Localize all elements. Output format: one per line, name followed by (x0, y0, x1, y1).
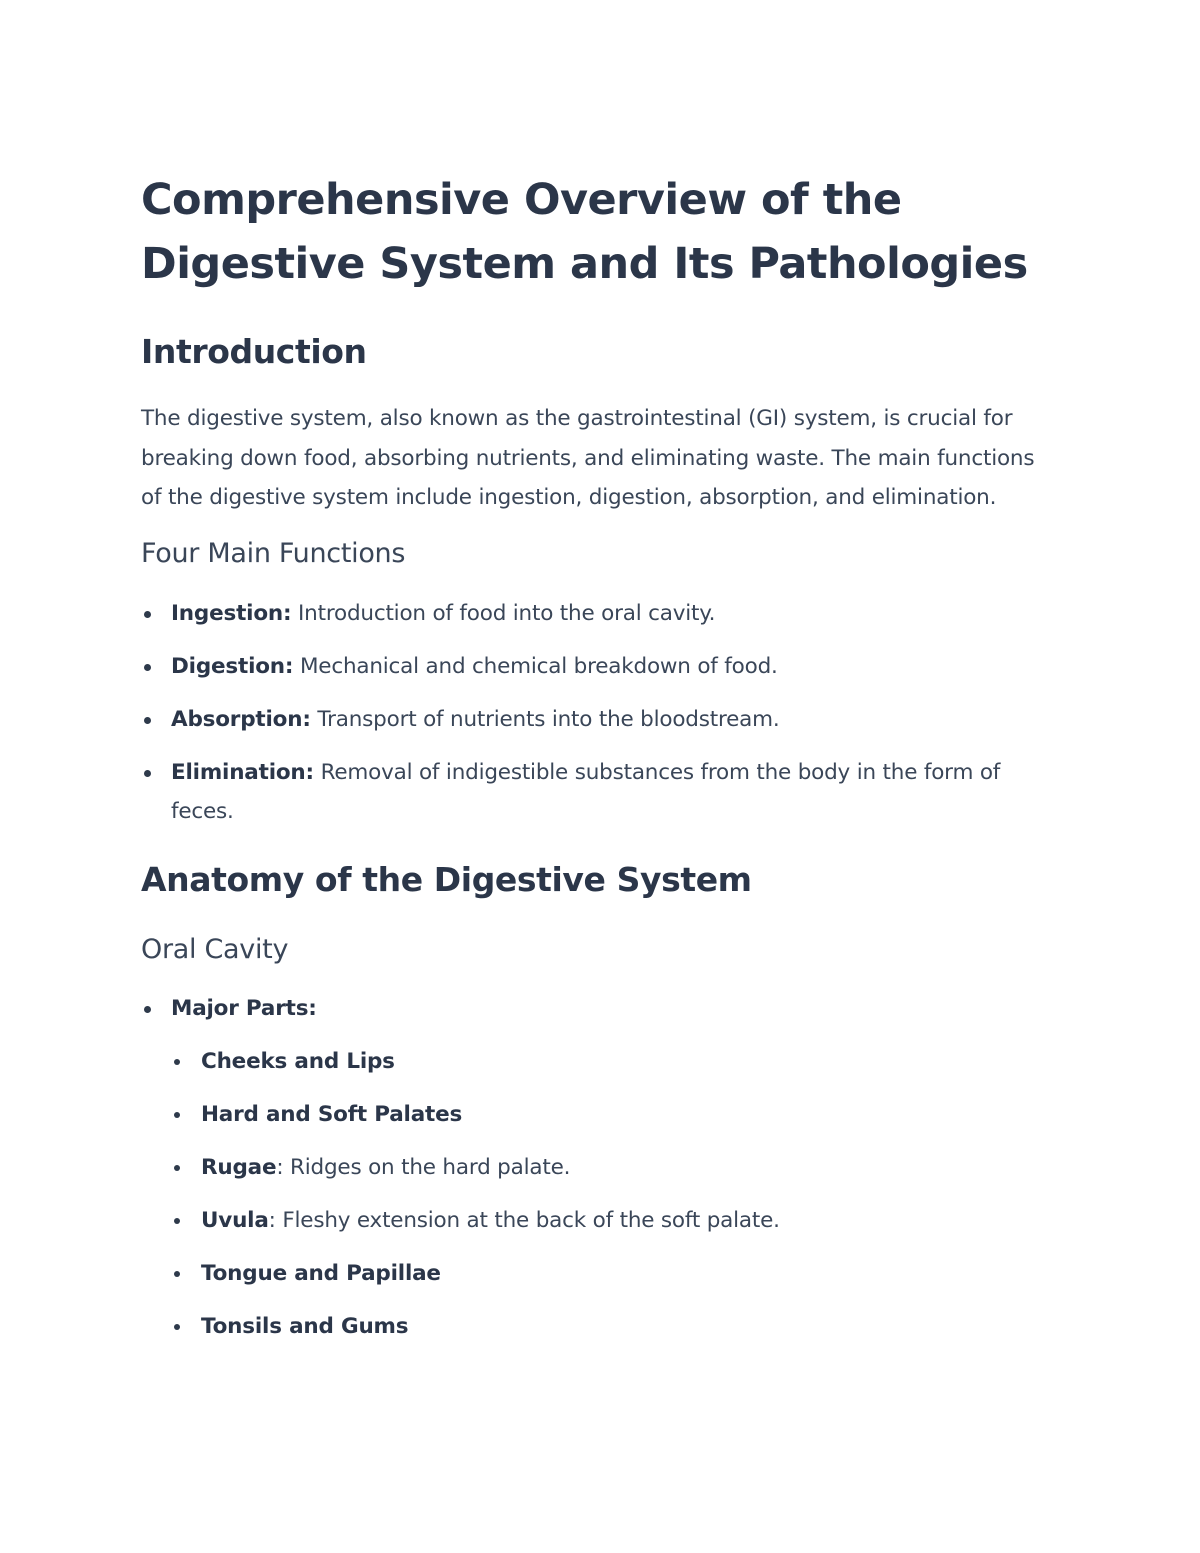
list-item (171, 1254, 1061, 1294)
major-parts-list (171, 1042, 1061, 1347)
list-item (141, 753, 1061, 832)
part-term: Hard and Soft Palates (201, 1101, 463, 1127)
function-term: Elimination: (171, 759, 314, 785)
part-term: Uvula (201, 1207, 269, 1233)
document-title: Comprehensive Overview of the Digestive System and Its Pathologies (141, 175, 1028, 289)
introduction-paragraph: The digestive system, also known as the gastrointestinal (GI) system, is crucial for breaking down food, absorbing nutrients, and eliminating waste. The main functions of the digestive system include ingestion, digestion, absorption, and elimination. (141, 406, 1035, 510)
oral-cavity-heading: Oral Cavity (141, 933, 289, 965)
list-item (141, 647, 1061, 687)
introduction-heading: Introduction (141, 332, 367, 371)
list-item (141, 989, 1061, 1347)
list-item (141, 700, 1061, 740)
part-term: Rugae (201, 1154, 277, 1180)
part-term: Tongue and Papillae (201, 1260, 441, 1286)
list-item (171, 1148, 1061, 1188)
functions-heading: Four Main Functions (141, 537, 406, 569)
list-item (141, 594, 1061, 634)
list-item (171, 1042, 1061, 1082)
part-description: : Ridges on the hard palate. (276, 1154, 571, 1180)
part-term: Tonsils and Gums (201, 1313, 409, 1339)
part-term: Cheeks and Lips (201, 1048, 395, 1074)
part-description: : Fleshy extension at the back of the soft palate. (268, 1207, 780, 1233)
function-description: Transport of nutrients into the bloodstream. (310, 706, 780, 732)
function-description: Mechanical and chemical breakdown of food. (293, 653, 778, 679)
list-item (171, 1095, 1061, 1135)
major-parts-label: Major Parts: (171, 995, 317, 1021)
function-description: Removal of indigestible substances from the body in the form of feces. (171, 759, 1001, 824)
oral-cavity-list (141, 989, 1061, 1347)
list-item (171, 1307, 1061, 1347)
list-item (171, 1201, 1061, 1241)
functions-list (141, 594, 1061, 832)
document-page (141, 168, 1061, 1360)
anatomy-heading: Anatomy of the Digestive System (141, 859, 752, 899)
function-term: Absorption: (171, 706, 311, 732)
function-term: Ingestion: (171, 600, 292, 626)
function-description: Introduction of food into the oral cavity. (291, 600, 716, 626)
function-term: Digestion: (171, 653, 294, 679)
